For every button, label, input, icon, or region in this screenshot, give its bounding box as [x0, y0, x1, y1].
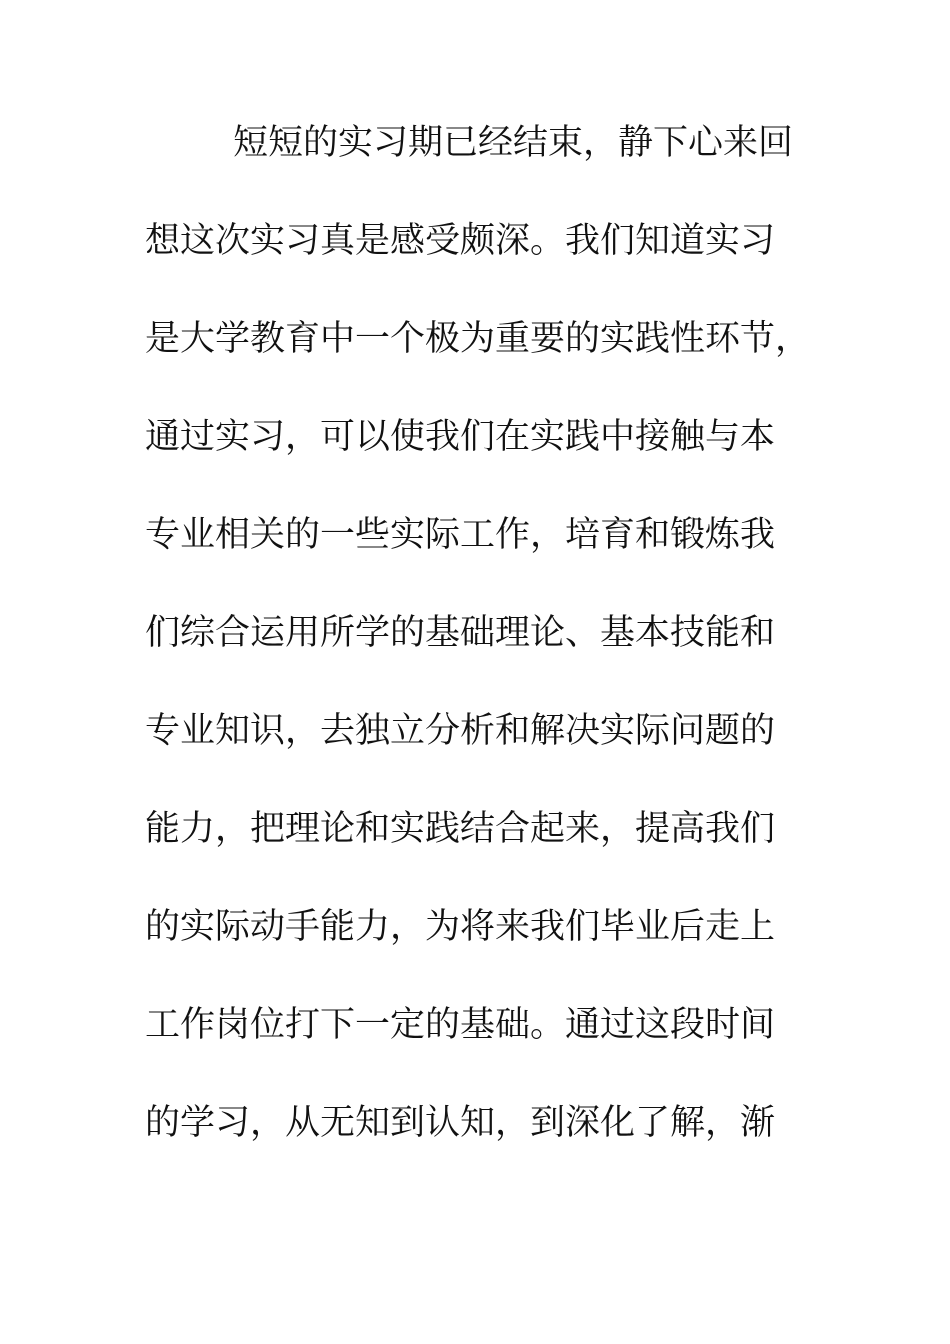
- paragraph-line: 的实际动手能力，为将来我们毕业后走上: [145, 907, 776, 947]
- paragraph-line: 通过实习，可以使我们在实践中接触与本: [145, 417, 776, 457]
- body-paragraph: [145, 123, 811, 1204]
- paragraph-line: 短短的实习期已经结束，静下心来回: [233, 123, 794, 163]
- paragraph-line: 专业知识，去独立分析和解决实际问题的: [145, 711, 776, 751]
- paragraph-line: 是大学教育中一个极为重要的实践性环节，: [145, 319, 811, 359]
- paragraph-line: 能力，把理论和实践结合起来，提高我们: [145, 809, 776, 849]
- paragraph-line: 工作岗位打下一定的基础。通过这段时间: [145, 1005, 776, 1045]
- paragraph-line: 们综合运用所学的基础理论、基本技能和: [145, 613, 776, 653]
- paragraph-line: 专业相关的一些实际工作，培育和锻炼我: [145, 515, 776, 555]
- paragraph-line: 想这次实习真是感受颇深。我们知道实习: [145, 221, 776, 261]
- paragraph-line: 的学习，从无知到认知，到深化了解，渐: [145, 1103, 776, 1143]
